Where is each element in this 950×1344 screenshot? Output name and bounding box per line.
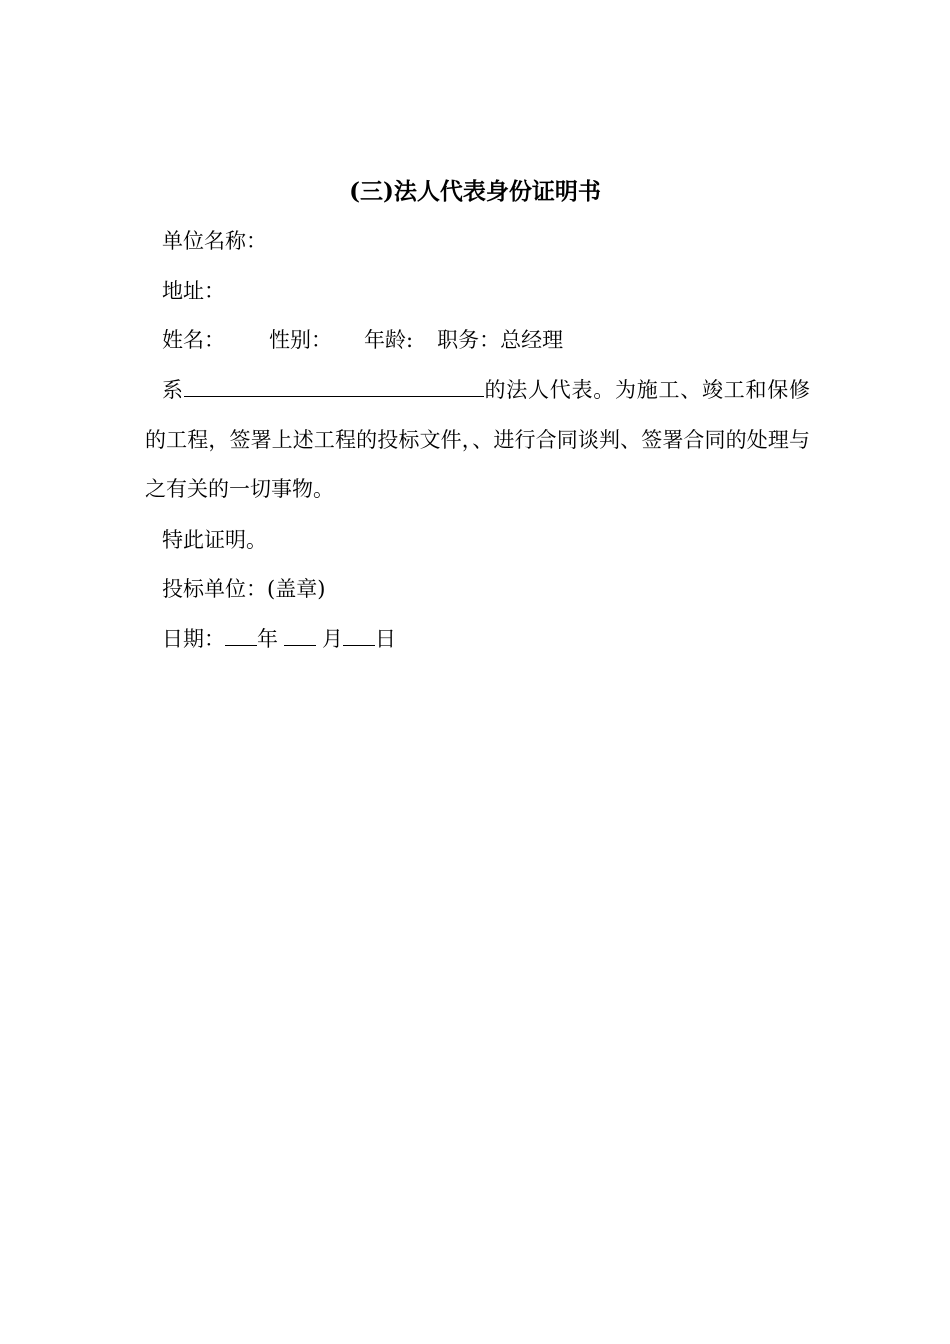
company-blank-line <box>184 374 484 397</box>
address-label: 地址： <box>162 279 225 303</box>
personal-info-line <box>162 325 563 355</box>
day-label: 日 <box>375 627 396 651</box>
position-label: 职务： <box>437 328 501 352</box>
unit-name-line <box>162 226 267 256</box>
year-label: 年 <box>257 627 278 651</box>
bidder-label: 投标单位： <box>162 577 267 601</box>
day-blank <box>343 627 375 646</box>
unit-name-label: 单位名称： <box>162 229 267 253</box>
body-paragraph <box>145 366 810 515</box>
body-prefix: 系 <box>162 378 184 402</box>
year-blank <box>225 627 257 646</box>
document-title: (三)法人代表身份证明书 <box>349 178 601 205</box>
certify-line <box>162 525 267 555</box>
name-label: 姓名： <box>162 328 225 352</box>
certify-text: 特此证明。 <box>162 528 267 552</box>
month-blank <box>284 627 316 646</box>
date-label: 日期： <box>162 627 225 651</box>
body-text: 的法人代表。为施工、竣工和保修的工程，签署上述工程的投标文件，、进行合同谈判、签署合同的处理与之有关的一切事物。 <box>145 378 810 501</box>
seal-text: (盖章) <box>267 577 326 601</box>
month-label: 月 <box>322 627 343 651</box>
gender-label: 性别： <box>269 328 332 352</box>
position-value: 总经理 <box>500 328 564 352</box>
address-line <box>162 276 225 306</box>
age-label: 年龄: <box>364 328 414 352</box>
date-line <box>162 624 396 654</box>
bidder-line <box>162 574 325 604</box>
